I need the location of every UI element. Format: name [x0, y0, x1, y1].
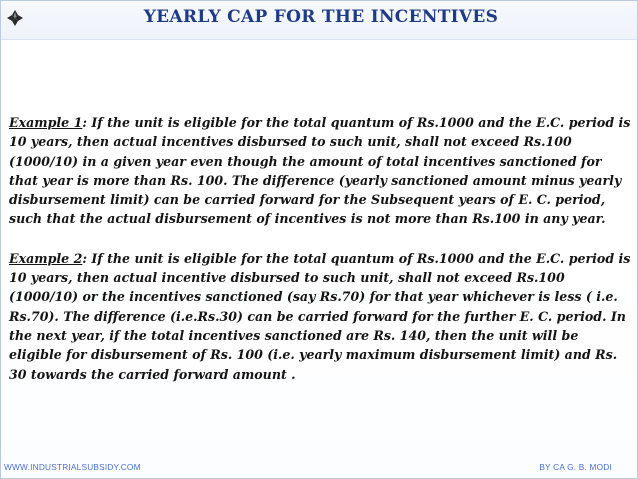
header-band	[1, 1, 637, 40]
example-2-label: Example 2	[9, 250, 83, 266]
footer-author: BY CA G. B. MODI	[539, 462, 612, 472]
example-1-label: Example 1	[9, 115, 83, 130]
slide-title: YEARLY CAP FOR THE INCENTIVES	[143, 7, 499, 27]
example-2-paragraph	[9, 249, 633, 384]
body-content	[9, 113, 633, 384]
footer-website: WWW.INDUSTRIALSUBSIDY.COM	[4, 462, 141, 472]
example-2-text: : If the unit is eligible for the total quantum of Rs.1000 and the E.C. period is 10 years, then actual incentive disbursed to such unit, shall not exceed Rs.100 (1000/10) or the incentives sanctioned (say Rs.70) for that year whichever is less ( i.e. Rs.70). The difference (i.e.Rs.30) can be carried forward for the further E. C. period. In the next year, if the total incentives sanctioned are Rs. 140, then the unit will be eligible for disbursement of Rs. 100 (i.e. yearly maximum disbursement limit) and Rs. 30 towards the carried forward amount .	[9, 250, 631, 382]
example-1-text: : If the unit is eligible for the total quantum of Rs.1000 and the E.C. period is 10 years, then actual incentives disbursed to such unit, shall not exceed Rs.100 (1000/10) in a given year even though the amount of total incentives sanctioned for that year is more than Rs. 100. The difference (yearly sanctioned amount minus yearly disbursement limit) can be carried forward for the Subsequent years of E. C. period, such that the actual disbursement of incentives is not more than Rs.100 in any year.	[9, 115, 631, 227]
example-1-paragraph	[9, 113, 633, 229]
